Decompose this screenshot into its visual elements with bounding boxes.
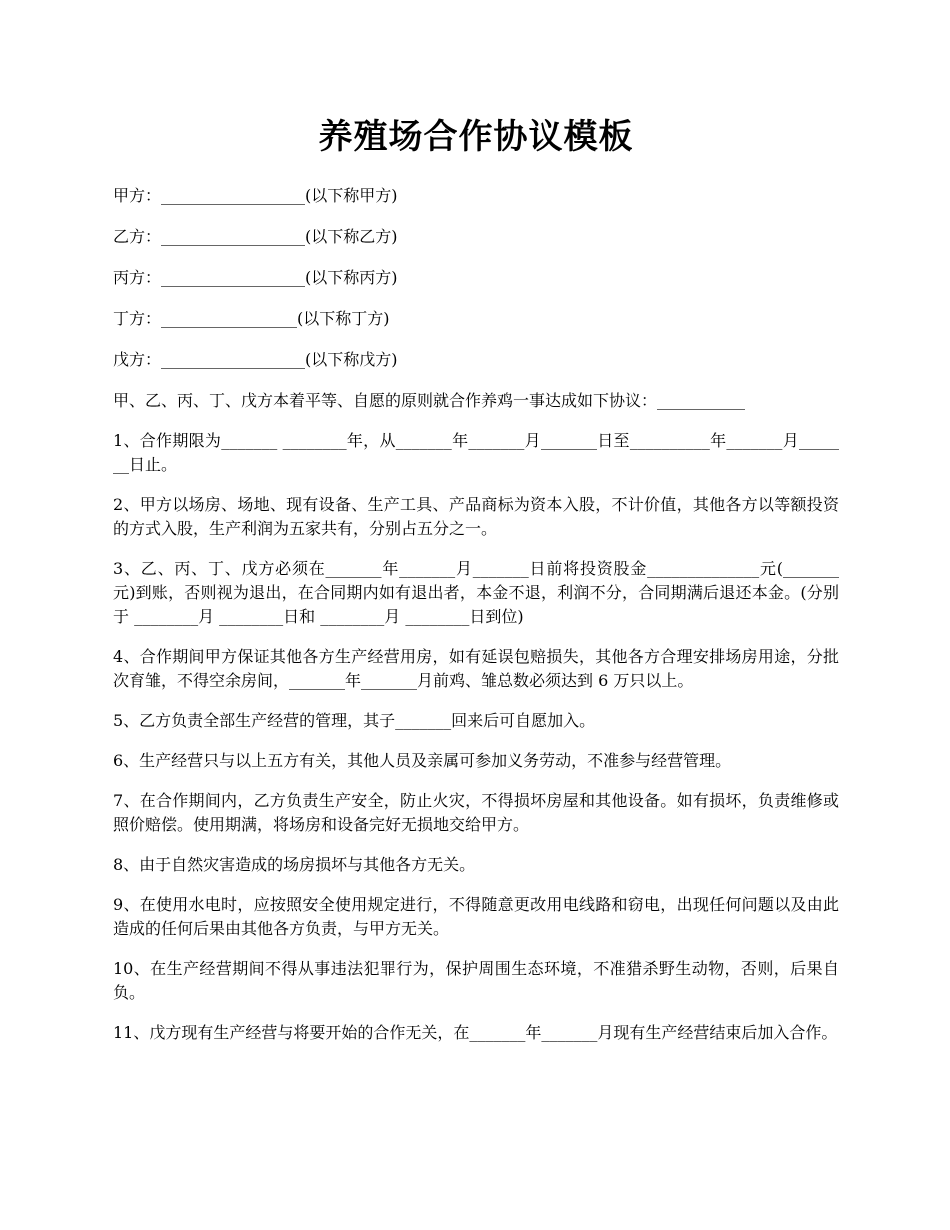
clause-6: 6、生产经营只与以上五方有关，其他人员及亲属可参加义务劳动，不准参与经营管理。 [113,751,732,770]
intro-paragraph: 甲、乙、丙、丁、戊方本着平等、自愿的原则就合作养鸡一事达成如下协议：___________ [113,391,746,410]
clause-8: 8、由于自然灾害造成的场房损坏与其他各方无关。 [113,855,476,874]
party-d-line: 丁方：_________________(以下称丁方) [113,309,390,328]
party-b-line: 乙方：__________________(以下称乙方) [113,227,398,246]
clause-10: 10、在生产经营期间不得从事违法犯罪行为，保护周围生态环境，不准猎杀野生动物，否则，后果自负。 [113,959,839,1002]
document-title: 养殖场合作协议模板 [318,117,634,157]
party-a-line: 甲方：__________________(以下称甲方) [113,186,398,205]
document-page [113,112,839,1061]
clause-7: 7、在合作期间内，乙方负责生产安全，防止火灾，不得损坏房屋和其他设备。如有损坏，负责维修或照价赔偿。使用期满，将场房和设备完好无损地交给甲方。 [113,791,839,834]
party-e-line: 戊方：__________________(以下称戊方) [113,350,398,369]
clause-5: 5、乙方负责全部生产经营的管理，其子_______回来后可自愿加入。 [113,711,596,730]
clause-4: 4、合作期间甲方保证其他各方生产经营用房，如有延误包赔损失，其他各方合理安排场房用途，分批次育雏，不得空余房间，_______年_______月前鸡、雏总数必须达到 6 万只以上。 [113,647,839,690]
clause-2: 2、甲方以场房、场地、现有设备、生产工具、产品商标为资本入股，不计价值，其他各方以等额投资的方式入股，生产利润为五家共有，分别占五分之一。 [113,495,839,538]
party-c-line: 丙方：__________________(以下称丙方) [113,268,398,287]
clause-9: 9、在使用水电时，应按照安全使用规定进行，不得随意更改用电线路和窃电，出现任何问题以及由此造成的任何后果由其他各方负责，与甲方无关。 [113,895,839,938]
clause-3: 3、乙、丙、丁、戊方必须在_______年_______月_______日前将投资股金______________元(_______元)到账，否则视为退出，在合同期内如有退出者，本金不退，利润不分，合同期满后退还本金。(分别于 ________月 ________日和 ________月 ________日到位) [113,559,839,626]
clause-11: 11、戊方现有生产经营与将要开始的合作无关，在_______年_______月现有生产经营结束后加入合作。 [113,1023,838,1042]
clause-1: 1、合作期限为_______ ________年，从_______年_______月_______日至__________年_______月_______日止。 [113,431,839,474]
